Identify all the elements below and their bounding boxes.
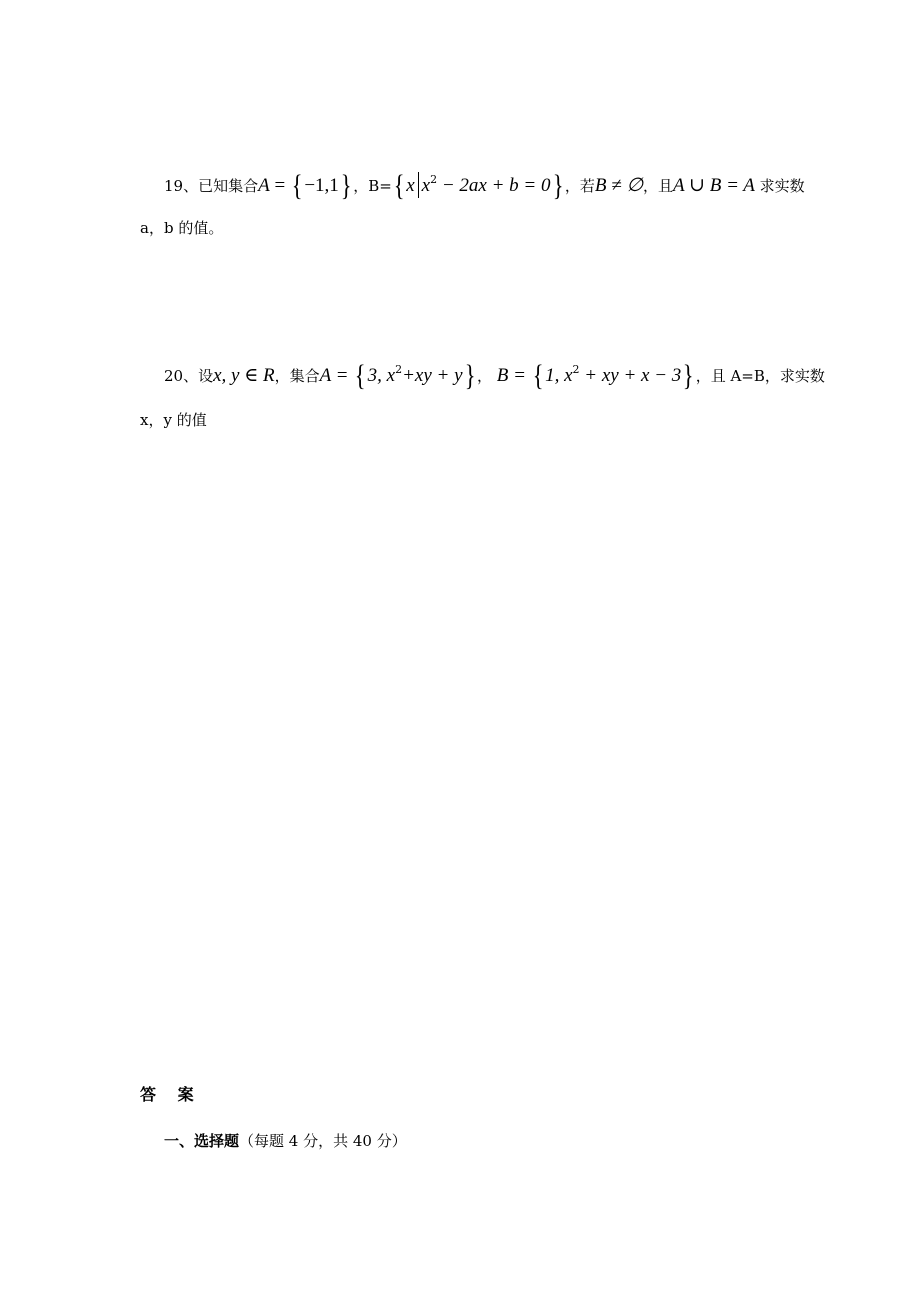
set-builder-bar — [418, 172, 419, 198]
set-a-name: A — [258, 175, 270, 196]
problem-20-set-a-elements: 3, x — [367, 365, 396, 386]
problem-20-set-b-rest: + xy + x − 3 — [579, 365, 682, 386]
condition-b-nonempty: B ≠ ∅ — [594, 175, 644, 196]
problem-19-line-2: a，b 的值。 — [140, 219, 224, 237]
problem-20-line-2: x，y 的值 — [140, 411, 207, 429]
problem-20-sep-1: ，集合 — [274, 367, 320, 385]
section-title: 一、选择题 — [164, 1132, 240, 1150]
problem-20-set-b-elements: 1, x — [545, 365, 573, 386]
set-b-label: B= — [368, 177, 392, 195]
answer-heading: 答 案 — [140, 1085, 194, 1104]
problem-20-set-a-name: A = — [319, 365, 354, 386]
problem-19-suffix: 求实数 — [754, 177, 805, 195]
separator-3: ，且 — [643, 177, 674, 195]
problem-19-line-1: 19、已知集合A = {−1,1} ，B={x $x^2 - 2ax + b = 0$} ，若B ≠ ∅，且A ∪ B = A 求实数 — [164, 169, 805, 202]
set-b-var: x — [406, 175, 415, 196]
set-b-condition-rest: − 2ax + b = 0 — [437, 175, 551, 196]
problem-20-set-b-name: B = — [496, 365, 531, 386]
separator-2: ，若 — [564, 177, 595, 195]
set-b-condition: x — [421, 175, 431, 196]
condition-union: A ∪ B = A — [673, 175, 755, 196]
problem-19-prefix: 19、已知集合 — [164, 177, 259, 195]
problem-20-set-a-exponent: 2 — [395, 363, 403, 376]
problem-20-sep-2: ， — [476, 367, 492, 385]
section-note: （每题 4 分，共 40 分） — [239, 1132, 407, 1150]
problem-20-prefix: 20、设 — [164, 367, 214, 385]
problem-20-set-a-rest: +xy + y — [402, 365, 463, 386]
set-a-elements: −1,1 — [304, 175, 339, 196]
answer-section-line — [164, 1131, 407, 1151]
problem-20-line-1: 20、设x, y ∈ R，集合A = {3, $x^2+xy + y$} ， B = {1, $x^2$ + xy + x − 3} ，且 A=B，求实数 — [164, 359, 825, 392]
separator-1: ， — [353, 177, 369, 195]
set-b-exponent: 2 — [430, 173, 438, 186]
problem-20-set-b-exponent: 2 — [572, 363, 580, 376]
problem-20-suffix: ，且 A=B，求实数 — [695, 367, 825, 385]
problem-20-vars: x, y ∈ R — [213, 365, 275, 386]
